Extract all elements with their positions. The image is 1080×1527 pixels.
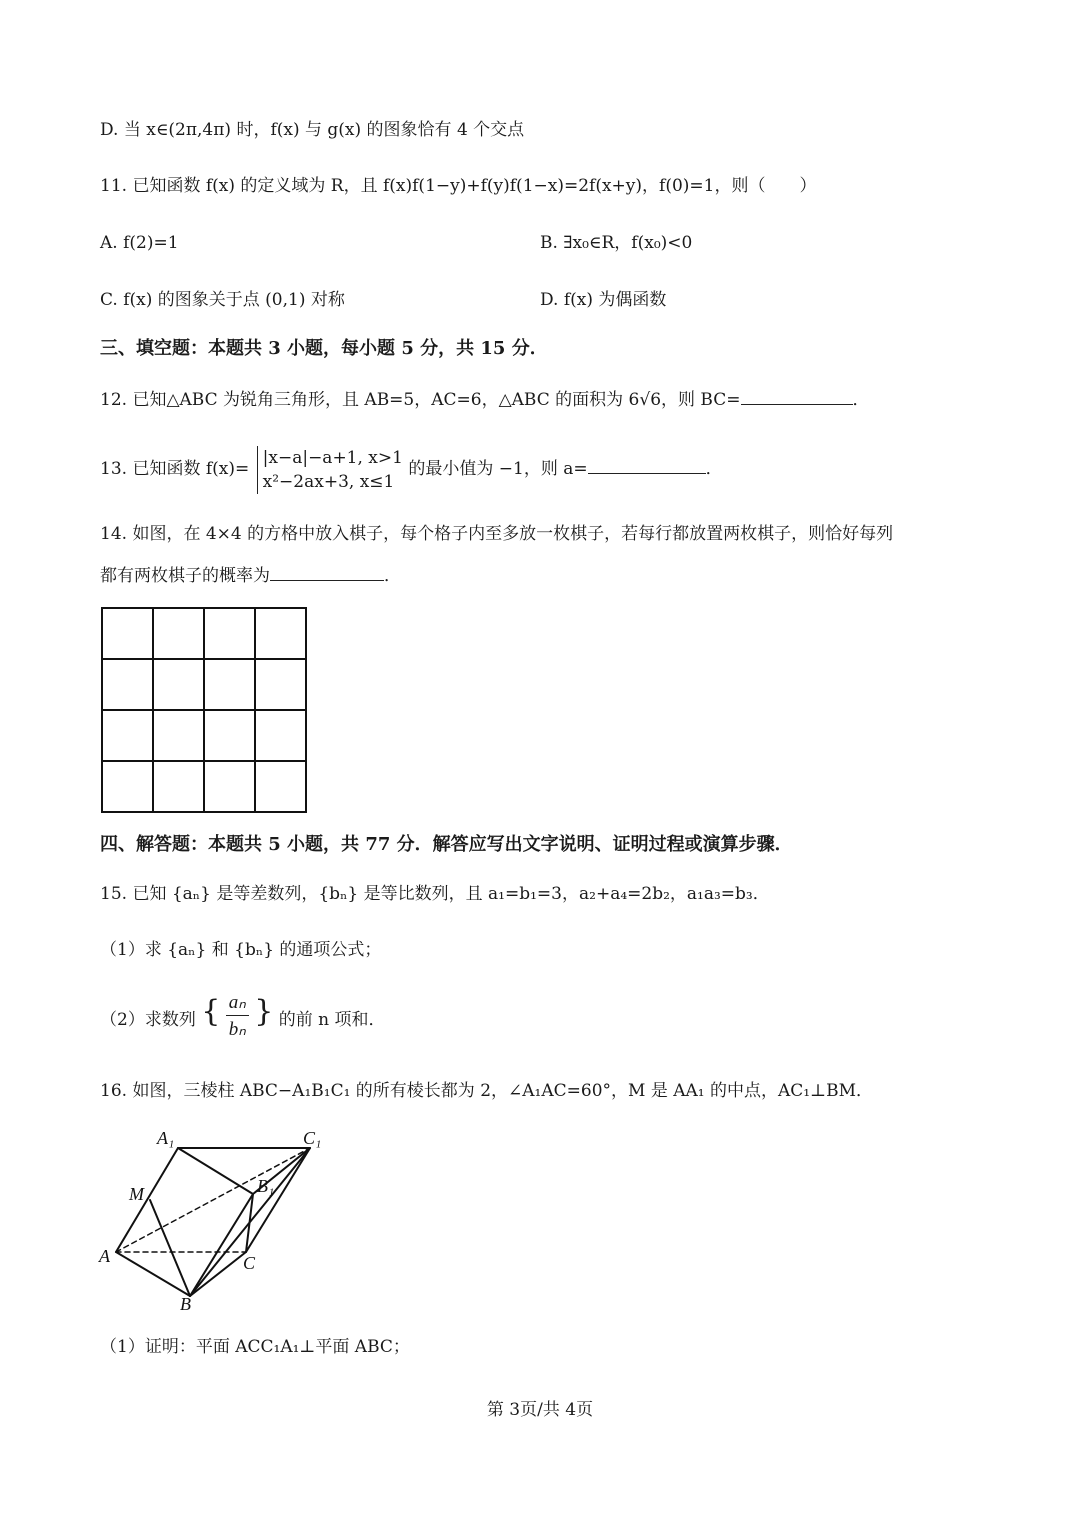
q10-option-d: D. 当 x∈(2π,4π) 时，f(x) 与 g(x) 的图象恰有 4 个交点 [100,120,525,140]
q15-part-2-prefix: （2）求数列 [100,1010,196,1030]
edge-a-a1 [116,1148,178,1252]
q13-case-1: |x−a|−a+1, x>1 [262,448,403,468]
q12-answer-blank[interactable] [741,404,853,405]
left-brace: { [201,994,221,1029]
q16-part-1: （1）证明：平面 ACC₁A₁⊥平面 ABC； [100,1337,410,1357]
q12-text: 12. 已知△ABC 为锐角三角形，且 AB=5，AC=6，△ABC 的面积为 6√6，则 BC= [100,390,741,410]
label-c1: C₁ [303,1128,322,1148]
fraction-numerator: aₙ [226,993,249,1016]
right-brace: } [254,994,274,1029]
q14-answer-blank[interactable] [270,580,384,581]
q13-prefix: 13. 已知函数 f(x)= [100,459,250,479]
edge-c-c1 [246,1148,310,1252]
q13-end: ． [705,459,723,479]
q14-line-1: 14. 如图，在 4×4 的方格中放入棋子，每个格子内至多放一枚棋子，若每行都放置两枚棋子，则恰好每列 [100,524,894,544]
q13-suffix: 的最小值为 −1，则 a= [408,459,588,479]
q13 [100,446,723,496]
q15-fraction [226,993,249,1039]
q15-part-1: （1）求 {aₙ} 和 {bₙ} 的通项公式； [100,940,382,960]
q15-stem: 15. 已知 {aₙ} 是等差数列，{bₙ} 是等比数列，且 a₁=b₁=3，a₂+a₄=2b₂，a₁a₃=b₃． [100,884,770,904]
triangular-prism-figure [95,1120,335,1312]
q11-stem: 11. 已知函数 f(x) 的定义域为 R，且 f(x)f(1−y)+f(y)f(1−x)=2f(x+y)，f(0)=1，则（ ） [100,176,817,196]
q14-line-2 [100,568,401,585]
label-m: M [129,1184,144,1204]
q14-line-2-text: 都有两枚棋子的概率为 [100,566,270,586]
q15-part-2 [100,993,385,1049]
label-b1: B₁ [257,1176,275,1196]
segment-m-b [150,1200,190,1296]
q11-option-b: B. ∃x₀∈R，f(x₀)<0 [540,233,693,253]
edge-b-c [190,1252,246,1296]
edge-a1-b1 [178,1148,253,1194]
section-4-heading: 四、解答题：本题共 5 小题，共 77 分．解答应写出文字说明、证明过程或演算步骤． [100,834,793,855]
q11-option-a: A. f(2)=1 [100,233,179,253]
q12-end: ． [852,390,870,410]
q12 [100,392,870,409]
edge-b-b1 [190,1194,253,1296]
section-3-heading: 三、填空题：本题共 3 小题，每小题 5 分，共 15 分． [100,338,548,359]
q13-piecewise [257,446,403,494]
label-c: C [243,1253,256,1273]
hidden-segment-a-c1 [116,1148,310,1252]
label-b: B [180,1294,191,1312]
q13-answer-blank[interactable] [588,473,706,474]
label-a: A [99,1246,110,1266]
page-footer: 第 3页/共 4页 [486,1400,594,1420]
chessboard-4x4-figure [100,606,310,814]
fraction-denominator: bₙ [228,1019,246,1040]
q11-option-c: C. f(x) 的图象关于点 (0,1) 对称 [100,290,345,310]
label-a1: A₁ [157,1128,175,1148]
q11-option-d: D. f(x) 为偶函数 [540,290,667,310]
q14-end: ． [384,566,401,586]
edge-a-b [116,1252,190,1296]
q13-case-2: x²−2ax+3, x≤1 [262,472,395,492]
q16-stem: 16. 如图，三棱柱 ABC−A₁B₁C₁ 的所有棱长都为 2，∠A₁AC=60°，M 是 AA₁ 的中点，AC₁⊥BM． [100,1081,873,1101]
q15-part-2-suffix: 的前 n 项和． [278,1010,386,1030]
